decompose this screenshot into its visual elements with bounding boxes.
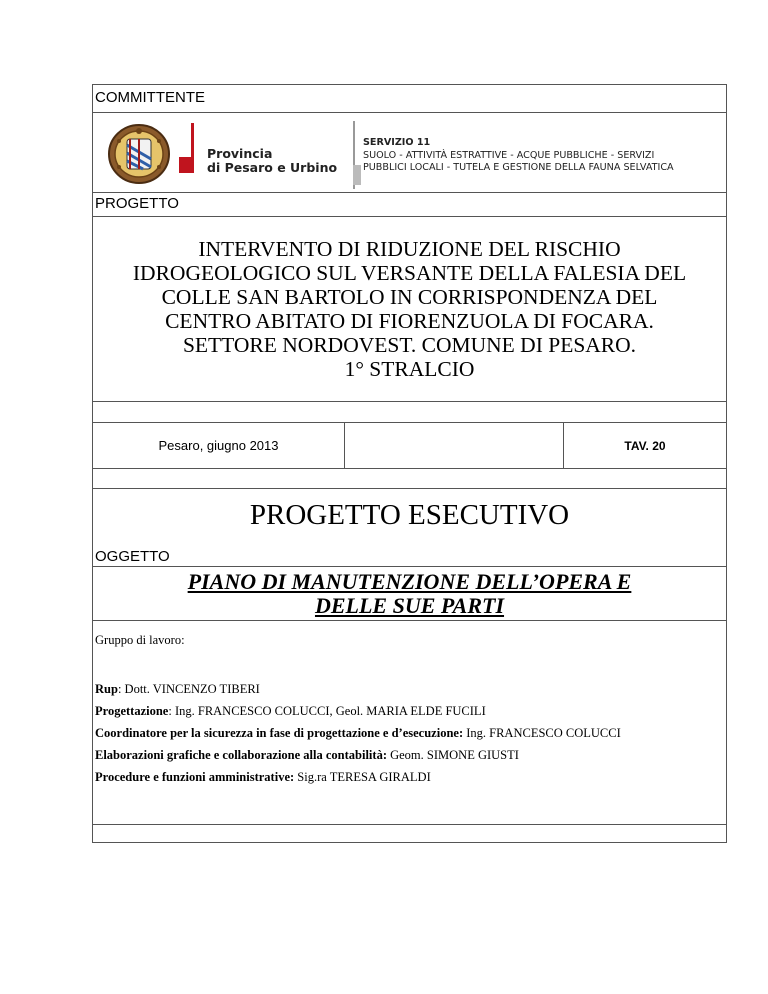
servizio-title: SERVIZIO 11 [363,137,431,148]
provincia-line1: Provincia [207,146,273,161]
gruppo-elab-label: Elaborazioni grafiche e collaborazione alla contabilità: [95,748,387,762]
provincia-mark-icon [179,123,203,187]
project-title-line: INTERVENTO DI RIDUZIONE DEL RISCHIO [198,237,621,261]
place-date: Pesaro, giugno 2013 [93,423,345,468]
progetto-esecutivo-heading: PROGETTO ESECUTIVO [249,499,570,531]
logos-row [93,113,726,193]
provincia-logo [179,123,339,187]
oggetto-title-line: PIANO DI MANUTENZIONE DELL’OPERA E [187,568,632,594]
title-page-frame [92,84,727,843]
oggetto-title-line: DELLE SUE PARTI [314,592,505,618]
footer-spacer-row [93,825,726,842]
spacer-row [93,469,726,489]
spacer-row [93,402,726,423]
gruppo-proc-value: Sig.ra TERESA GIRALDI [294,770,431,784]
progetto-label: PROGETTO [95,195,179,212]
oggetto-title-row [93,567,726,621]
gruppo-prog-label: Progettazione [95,704,169,718]
progetto-row [93,193,726,217]
tav-number: TAV. 20 [624,438,666,453]
project-title [133,237,686,381]
oggetto-title [188,570,632,618]
gruppo-elab-value: Geom. SIMONE GIUSTI [386,748,519,762]
gruppo-coord-value: Ing. FRANCESCO COLUCCI [463,726,621,740]
gruppo-coord-label: Coordinatore per la sicurezza in fase di progettazione e d’esecuzione: [95,726,464,740]
gruppo-coordinatore [95,722,726,744]
project-title-line: 1° STRALCIO [344,357,475,381]
gruppo-elaborazioni [95,744,726,766]
servizio-line1: SUOLO - ATTIVITÀ ESTRATTIVE - ACQUE PUBBLICHE - SERVIZI [363,149,655,161]
gruppo-row [93,621,726,825]
project-title-line: IDROGEOLOGICO SUL VERSANTE DELLA FALESIA DEL [132,261,687,285]
servizio-bar-icon [353,121,361,189]
empty-cell [345,423,564,468]
provincia-line2: di Pesaro e Urbino [207,160,338,175]
gruppo-prog-value: : Ing. FRANCESCO COLUCCI, Geol. MARIA ELDE FUCILI [168,704,486,718]
provincia-seal-icon [107,123,171,185]
gruppo-proc-label: Procedure e funzioni amministrative: [95,770,295,784]
project-title-line: SETTORE NORDOVEST. COMUNE DI PESARO. [182,333,637,357]
info-row [93,423,726,469]
gruppo-progettazione [95,700,726,722]
servizio-text [363,137,674,175]
committente-label: COMMITTENTE [95,89,205,106]
oggetto-label: OGGETTO [95,548,170,565]
project-title-line: CENTRO ABITATO DI FIORENZUOLA DI FOCARA. [165,309,654,333]
gruppo-rup [95,678,726,700]
gruppo-rup-value: : Dott. VINCENZO TIBERI [117,682,260,696]
servizio-line2: PUBBLICI LOCALI - TUTELA E GESTIONE DELLA FAUNA SELVATICA [363,162,674,173]
gruppo-procedure [95,766,726,788]
gruppo-heading: Gruppo di lavoro: [95,633,185,647]
servizio-logo [353,121,723,189]
progetto-esecutivo-row [93,489,726,567]
project-title-line: COLLE SAN BARTOLO IN CORRISPONDENZA DEL [161,285,658,309]
project-title-row [93,217,726,402]
provincia-name [207,147,337,175]
committente-row [93,85,726,113]
gruppo-rup-label: Rup [95,682,118,696]
